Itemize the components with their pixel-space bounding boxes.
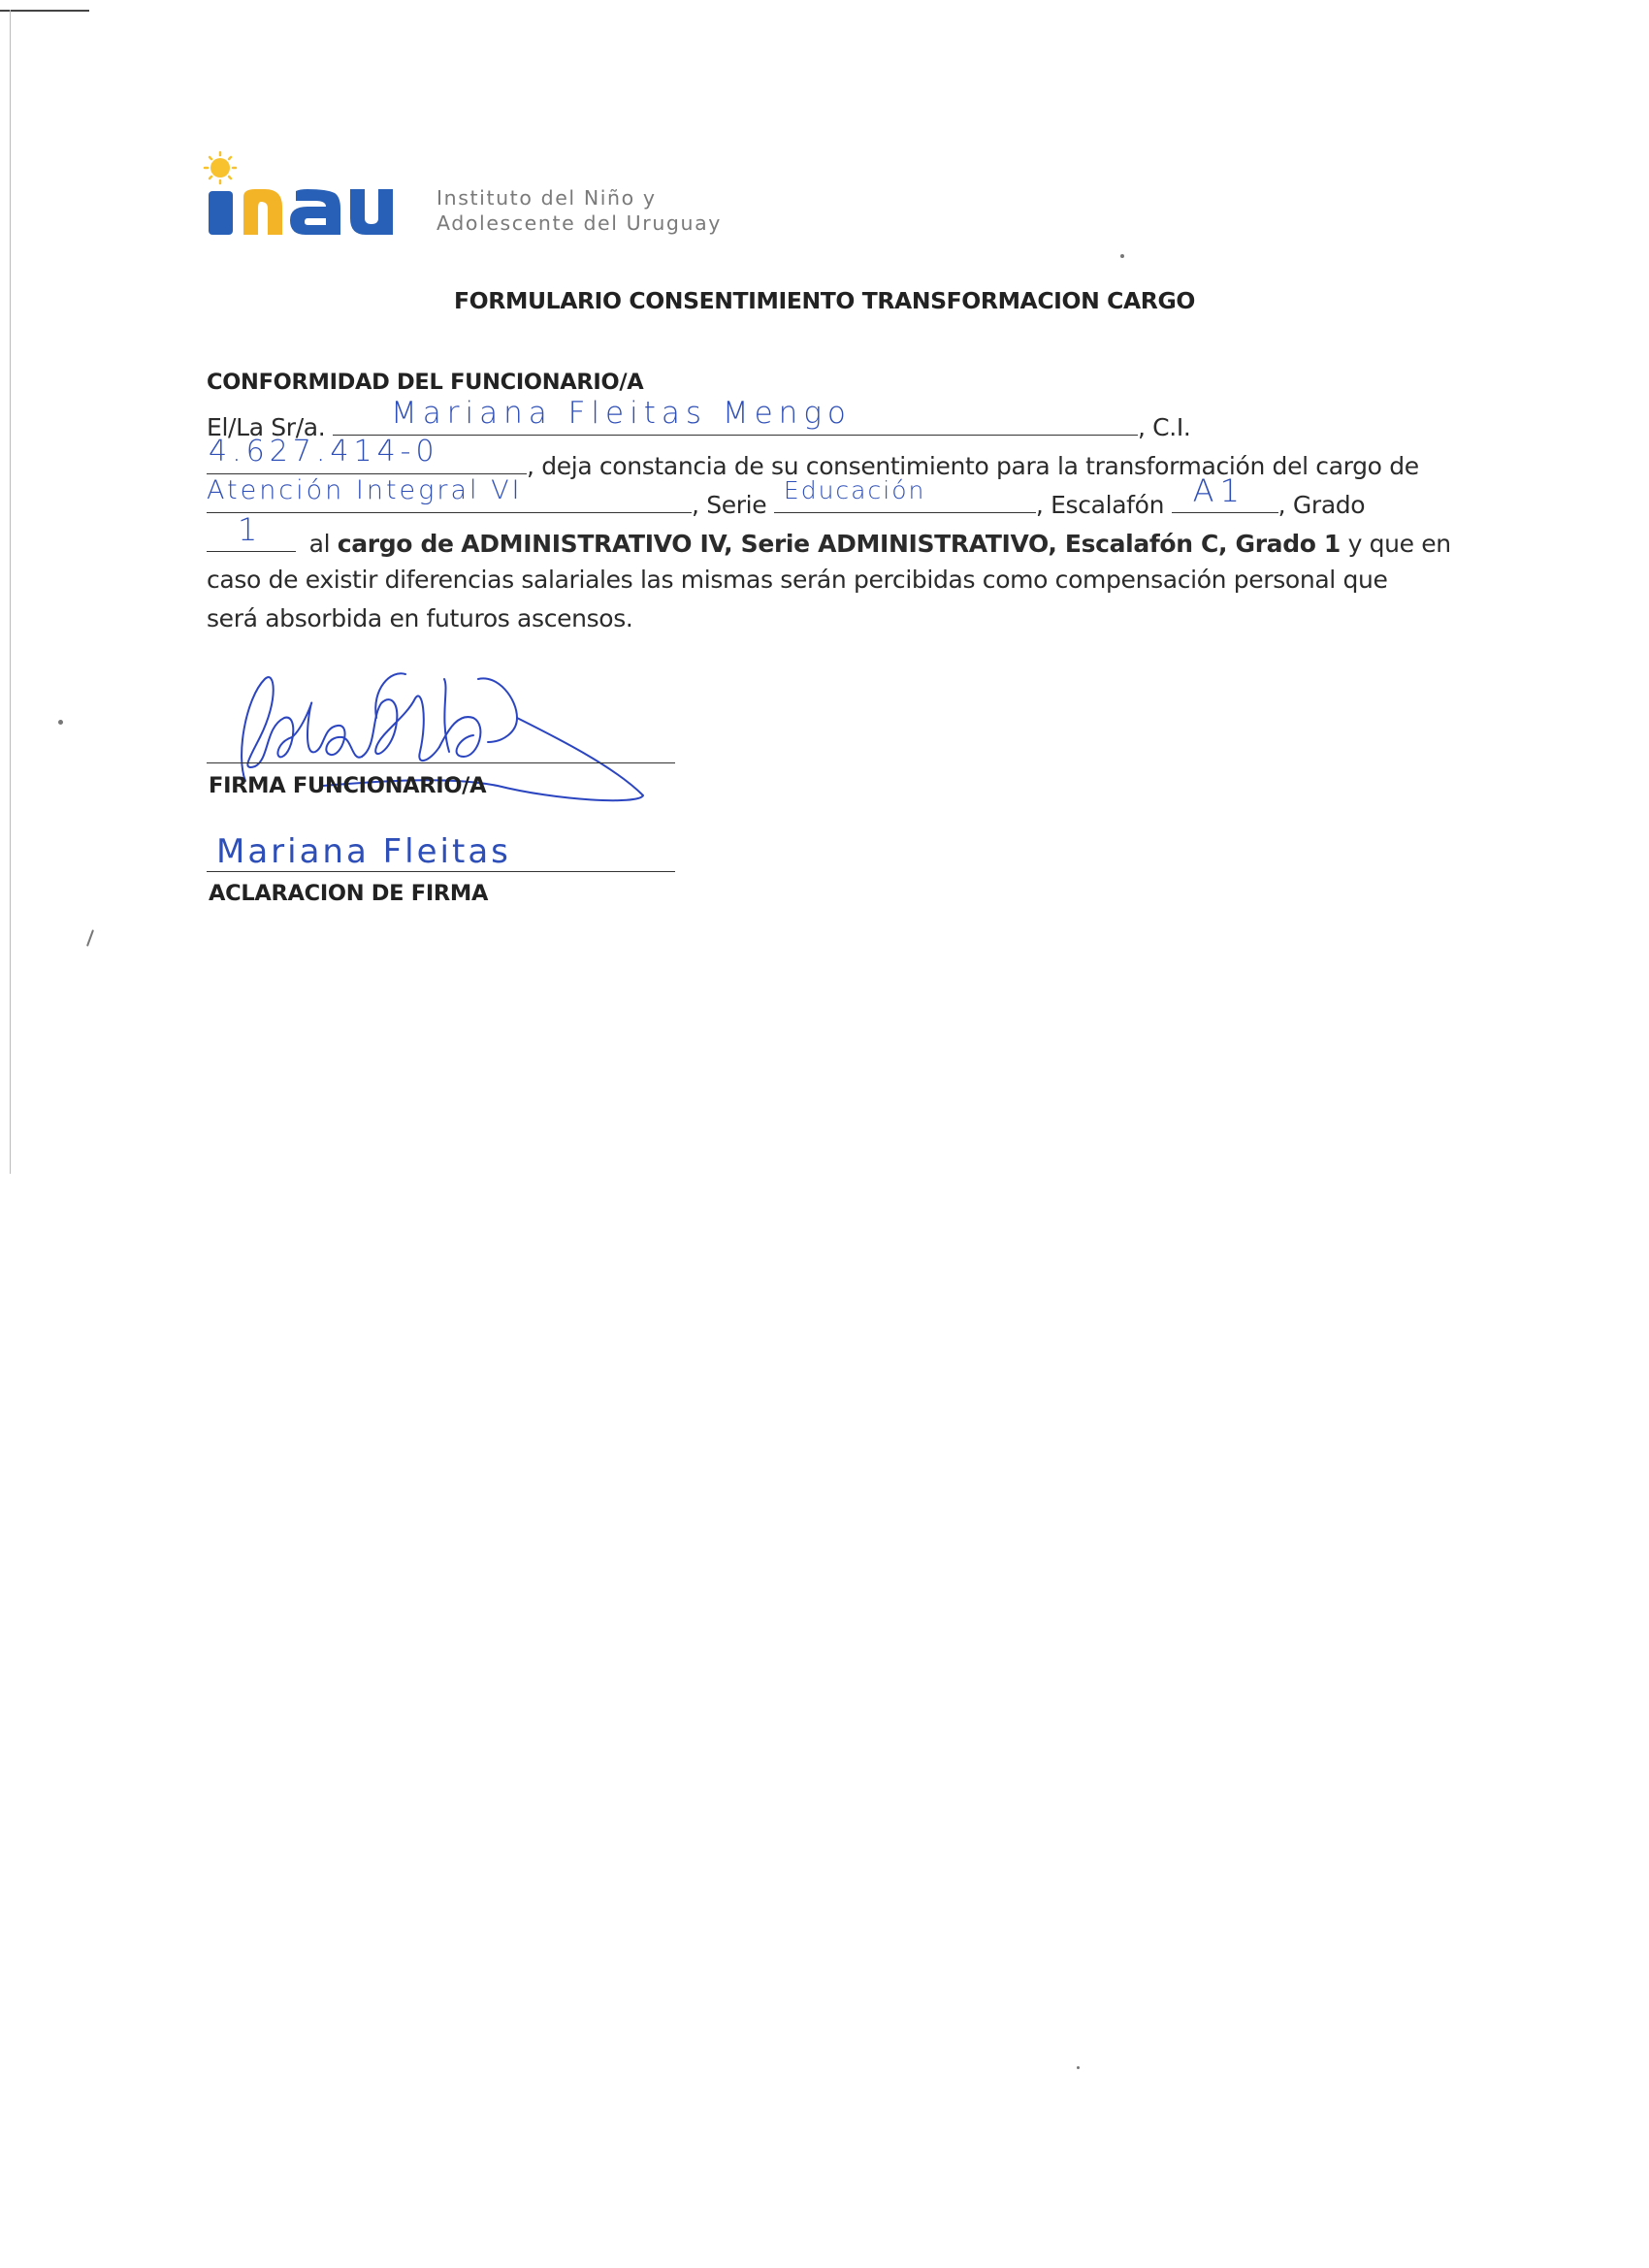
inau-wordmark-graphic — [199, 150, 432, 243]
consent-text: , deja constancia de su consentimiento para la transformación del cargo de — [527, 452, 1419, 480]
scan-edge-mark — [10, 10, 11, 1174]
signature-area — [207, 660, 789, 931]
scan-speck — [1077, 2066, 1080, 2069]
inau-logo — [199, 150, 781, 243]
serie-field[interactable] — [774, 476, 1036, 513]
cargo-de-text: cargo de — [337, 530, 454, 558]
aclaracion-handwritten: Mariana Fleitas — [216, 832, 511, 871]
form-line-3 — [207, 472, 1468, 522]
scan-corner-mark — [0, 10, 89, 12]
sun-icon — [205, 152, 236, 183]
ci-handwritten: 4.627.414-0 — [209, 435, 439, 469]
name-handwritten: Mariana Fleitas Mengo — [390, 396, 852, 431]
name-prefix: El/La Sr/a. — [207, 413, 326, 441]
serie-label: , Serie — [692, 491, 767, 519]
al-text: al — [308, 530, 331, 558]
name-field[interactable] — [333, 396, 1138, 436]
aclaracion-label: ACLARACION DE FIRMA — [209, 881, 489, 906]
aclaracion-underline — [207, 871, 675, 872]
new-position-text: ADMINISTRATIVO IV, Serie ADMINISTRATIVO, Escalafón C, Grado 1 — [461, 530, 1341, 558]
form-line-5: caso de existir diferencias salariales las mismas serán percibidas como compensación personal que — [207, 566, 1388, 594]
form-body — [207, 396, 1468, 638]
firma-label: FIRMA FUNCIONARIO/A — [209, 773, 487, 798]
scan-speck — [86, 929, 94, 947]
institution-name-line1: Instituto del Niño y — [436, 186, 657, 210]
ci-label: , C.I. — [1137, 413, 1191, 441]
escalafon-field[interactable] — [1172, 472, 1278, 513]
scan-speck — [58, 720, 63, 725]
cargo-handwritten: Atención Integral VI — [207, 475, 523, 505]
serie-handwritten: Educación — [783, 476, 926, 504]
grado-label: , Grado — [1277, 491, 1366, 519]
cargo-field[interactable] — [207, 475, 692, 513]
escalafon-label: , Escalafón — [1035, 491, 1165, 519]
grado-field[interactable] — [207, 511, 296, 552]
firma-underline — [207, 762, 675, 763]
y-que-en-text: y que en — [1347, 530, 1451, 558]
section-heading: CONFORMIDAD DEL FUNCIONARIO/A — [207, 370, 644, 395]
ci-field[interactable] — [207, 435, 527, 474]
escalafon-handwritten: A1 — [1192, 472, 1245, 509]
institution-name-line2: Adolescente del Uruguay — [436, 211, 723, 235]
grado-handwritten: 1 — [238, 511, 259, 548]
scan-speck — [1120, 254, 1124, 258]
signature-drawing — [207, 660, 789, 825]
form-title: FORMULARIO CONSENTIMIENTO TRANSFORMACION CARGO — [454, 287, 1195, 314]
form-line-6: será absorbida en futuros ascensos. — [207, 604, 633, 632]
institution-name — [436, 185, 722, 236]
form-line-4 — [207, 511, 1468, 561]
